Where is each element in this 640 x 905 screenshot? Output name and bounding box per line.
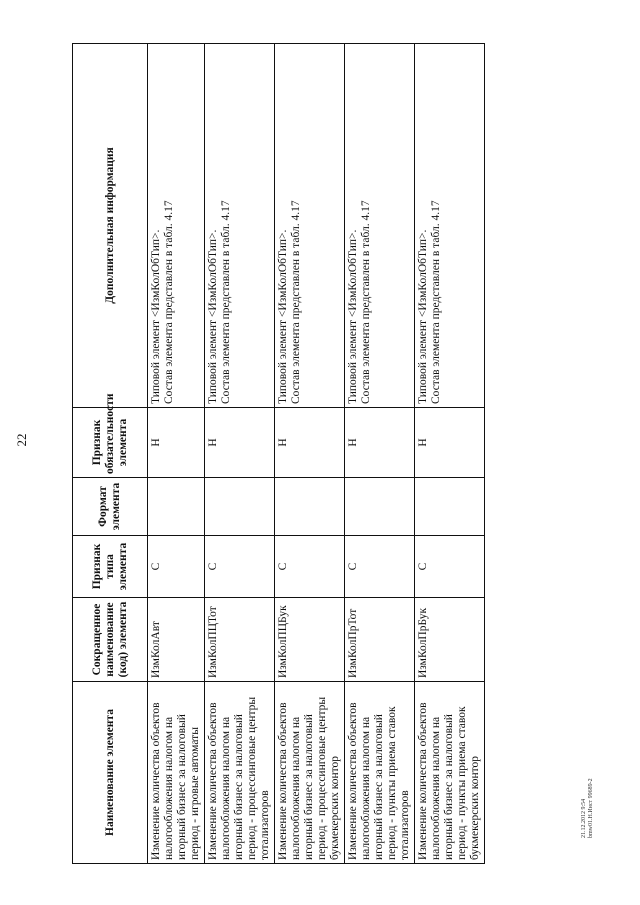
cell-additional-info: [205, 44, 275, 408]
header-element-required: Признак обязательности элемента: [73, 408, 148, 478]
cell-element-format: [205, 478, 275, 536]
info-line: Состав элемента представлен в табл. 4.17: [163, 200, 175, 404]
info-line: Типовой элемент <ИзмКолОбТип>.: [417, 229, 429, 404]
footer-line: 21.12.2012 9:54: [581, 798, 587, 838]
cell-element-name: Изменение количества объектов налогообложения налогом на игорный бизнес за налоговый период - процессинговые центры тотализаторов: [205, 682, 275, 864]
info-line: Типовой элемент <ИзмКолОбТип>.: [347, 229, 359, 404]
table-row: [415, 44, 485, 864]
cell-additional-info: [345, 44, 415, 408]
info-line: Состав элемента представлен в табл. 4.17: [430, 200, 442, 404]
cell-element-required: Н: [415, 408, 485, 478]
cell-element-required: Н: [205, 408, 275, 478]
cell-element-code: ИзмКолПЦБук: [275, 598, 345, 682]
table-body: [148, 44, 485, 864]
cell-element-code: ИзмКолПрТот: [345, 598, 415, 682]
cell-element-type: С: [345, 536, 415, 598]
table-row: [205, 44, 275, 864]
cell-element-type: С: [148, 536, 205, 598]
table-header: [73, 44, 148, 864]
table-row: [275, 44, 345, 864]
info-line: Типовой элемент <ИзмКолОбТип>.: [277, 229, 289, 404]
cell-element-name: Изменение количества объектов налогообложения налогом на игорный бизнес за налоговый период - пункты приема ставок букмекерских контор: [415, 682, 485, 864]
cell-element-format: [275, 478, 345, 536]
info-line: Состав элемента представлен в табл. 4.17: [220, 200, 232, 404]
header-row: [73, 44, 148, 864]
cell-element-format: [415, 478, 485, 536]
cell-element-name: Изменение количества объектов налогообложения налогом на игорный бизнес за налоговый период - процессинговые центры букмекерских контор: [275, 682, 345, 864]
elements-table-container: [72, 44, 480, 864]
page-number: 22: [14, 433, 29, 447]
info-line: Типовой элемент <ИзмКолОбТип>.: [207, 229, 219, 404]
cell-element-code: ИзмКолАвт: [148, 598, 205, 682]
info-line: Состав элемента представлен в табл. 4.17: [360, 200, 372, 404]
header-element-format: Формат элемента: [73, 478, 148, 536]
cell-element-type: С: [205, 536, 275, 598]
header-element-code: Сокращенное наименование (код) элемента: [73, 598, 148, 682]
cell-additional-info: [275, 44, 345, 408]
footer-note: [581, 778, 595, 838]
info-line: Типовой элемент <ИзмКолОбТип>.: [150, 229, 162, 404]
header-element-name: Наименование элемента: [73, 682, 148, 864]
cell-element-required: Н: [275, 408, 345, 478]
cell-additional-info: [415, 44, 485, 408]
cell-additional-info: [148, 44, 205, 408]
footer-line: bmw01.H.Инст 99689-2: [588, 778, 594, 838]
cell-element-code: ИзмКолПЦТот: [205, 598, 275, 682]
cell-element-type: С: [275, 536, 345, 598]
cell-element-name: Изменение количества объектов налогообложения налогом на игорный бизнес за налоговый период - пункты приема ставок тотализаторов: [345, 682, 415, 864]
cell-element-format: [148, 478, 205, 536]
cell-element-name: Изменение количества объектов налогообложения налогом на игорный бизнес за налоговый период - игровые автоматы: [148, 682, 205, 864]
cell-element-type: С: [415, 536, 485, 598]
table-row: [345, 44, 415, 864]
table-row: [148, 44, 205, 864]
header-additional-info: Дополнительная информация: [73, 44, 148, 408]
header-element-type: Признак типа элемента: [73, 536, 148, 598]
info-line: Состав элемента представлен в табл. 4.17: [290, 200, 302, 404]
elements-table: [72, 43, 485, 864]
cell-element-required: Н: [148, 408, 205, 478]
cell-element-code: ИзмКолПрБук: [415, 598, 485, 682]
cell-element-required: Н: [345, 408, 415, 478]
cell-element-format: [345, 478, 415, 536]
